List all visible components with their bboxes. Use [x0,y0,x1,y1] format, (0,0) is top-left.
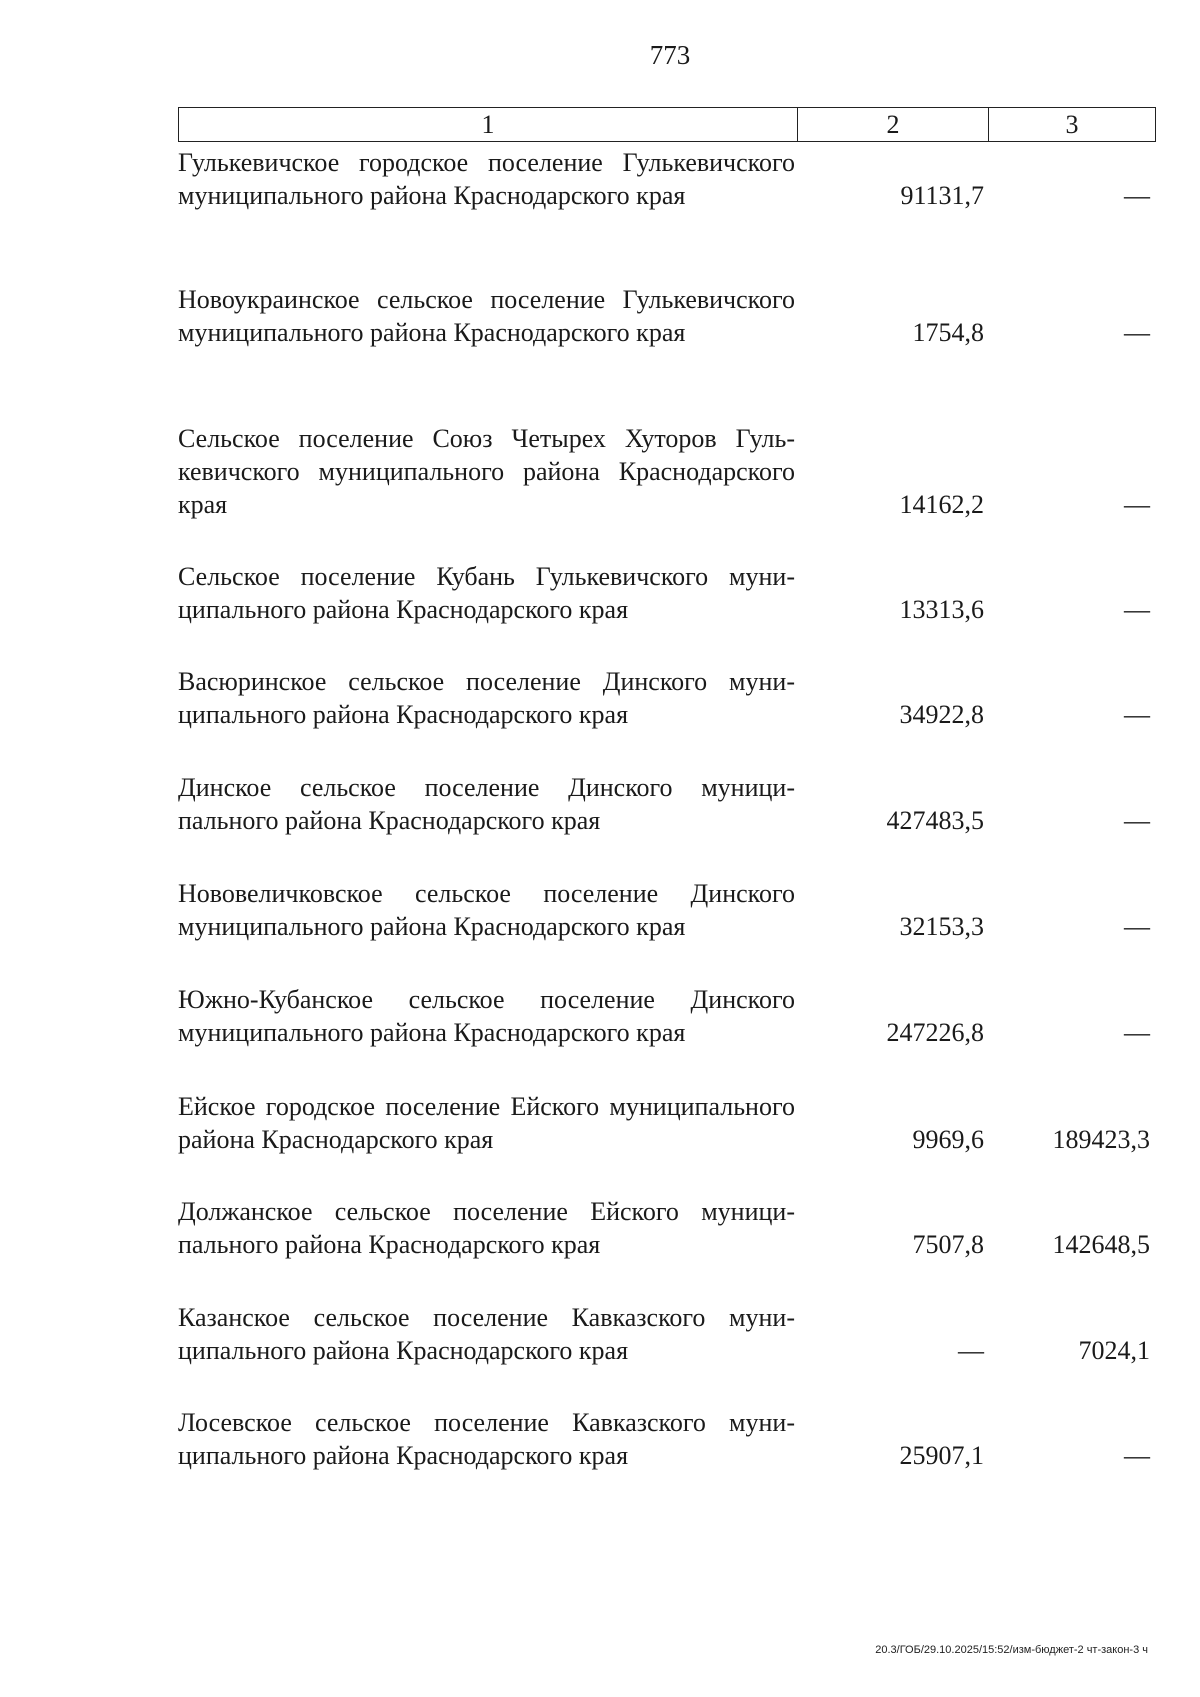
column-2-value: 25907,1 [899,1441,984,1470]
settlement-name: Лосевское сельское поселение Кавказского муниципального района Краснодарского края [178,1408,795,1470]
column-header-1: 1 [179,108,798,141]
column-3-value: — [1124,912,1150,941]
table-row [178,1090,1156,1156]
table-row [178,560,1156,626]
column-2-value: — [958,1336,984,1365]
column-3-value: — [1124,1018,1150,1047]
settlement-name: Ейское городское поселение Ейского муниципального района Краснодарского края [178,1092,795,1154]
settlement-name: Динское сельское поселение Динского муниципального района Краснодарского края [178,773,795,835]
settlement-name: Новоукраинское сельское поселение Гулькевичского муниципального района Краснодарского края [178,285,795,347]
column-3-value: — [1124,1441,1150,1470]
column-2-value: 34922,8 [899,700,984,729]
column-3-value: — [1124,595,1150,624]
column-2-value: 91131,7 [900,181,984,210]
column-2-value: 14162,2 [899,490,984,519]
column-3-value: — [1124,806,1150,835]
table-row [178,771,1156,837]
table-row [178,1301,1156,1367]
page-number: 773 [649,40,691,70]
column-2-value: 13313,6 [899,595,984,624]
column-3-value: 7024,1 [1078,1336,1150,1365]
table-header [178,107,1156,142]
table-row [178,1406,1156,1472]
settlement-name: Южно-Кубанское сельское поселение Динского муниципального района Краснодарского края [178,985,795,1047]
column-2-value: 1754,8 [912,318,984,347]
settlement-name: Сельское поселение Союз Четырех Хуторов Гулькевичского муниципального района Краснодарского края [178,424,795,519]
column-2-value: 247226,8 [886,1018,984,1047]
settlement-name: Нововеличковское сельское поселение Динского муниципального района Краснодарского края [178,879,795,941]
settlement-name: Васюринское сельское поселение Динского муниципального района Краснодарского края [178,667,795,729]
column-3-value: — [1124,318,1150,347]
settlement-name: Казанское сельское поселение Кавказского муниципального района Краснодарского края [178,1303,795,1365]
column-3-value: 142648,5 [1052,1230,1150,1259]
column-2-value: 9969,6 [912,1125,984,1154]
column-2-value: 7507,8 [912,1230,984,1259]
table-row [178,283,1156,349]
table-row [178,665,1156,731]
column-3-value: — [1124,490,1150,519]
settlement-name: Гулькевичское городское поселение Гулькевичского муниципального района Краснодарского края [178,148,795,210]
settlement-name: Должанское сельское поселение Ейского муниципального района Краснодарского края [178,1197,795,1259]
table-row [178,146,1156,212]
column-3-value: 189423,3 [1052,1125,1150,1154]
table-row [178,983,1156,1049]
column-header-3: 3 [1065,109,1079,139]
document-footer-code: 20.3/ГОБ/29.10.2025/15:52/изм-бюджет-2 чт-закон-3 ч [875,1644,1148,1656]
column-header-2: 2 [798,108,989,141]
table-row [178,877,1156,943]
settlement-name: Сельское поселение Кубань Гулькевичского муниципального района Краснодарского края [178,562,795,624]
column-2-value: 32153,3 [899,912,984,941]
column-2-value: 427483,5 [886,806,984,835]
table-row [178,422,1156,521]
column-3-value: — [1124,181,1150,210]
table-row [178,1195,1156,1261]
column-3-value: — [1124,700,1150,729]
